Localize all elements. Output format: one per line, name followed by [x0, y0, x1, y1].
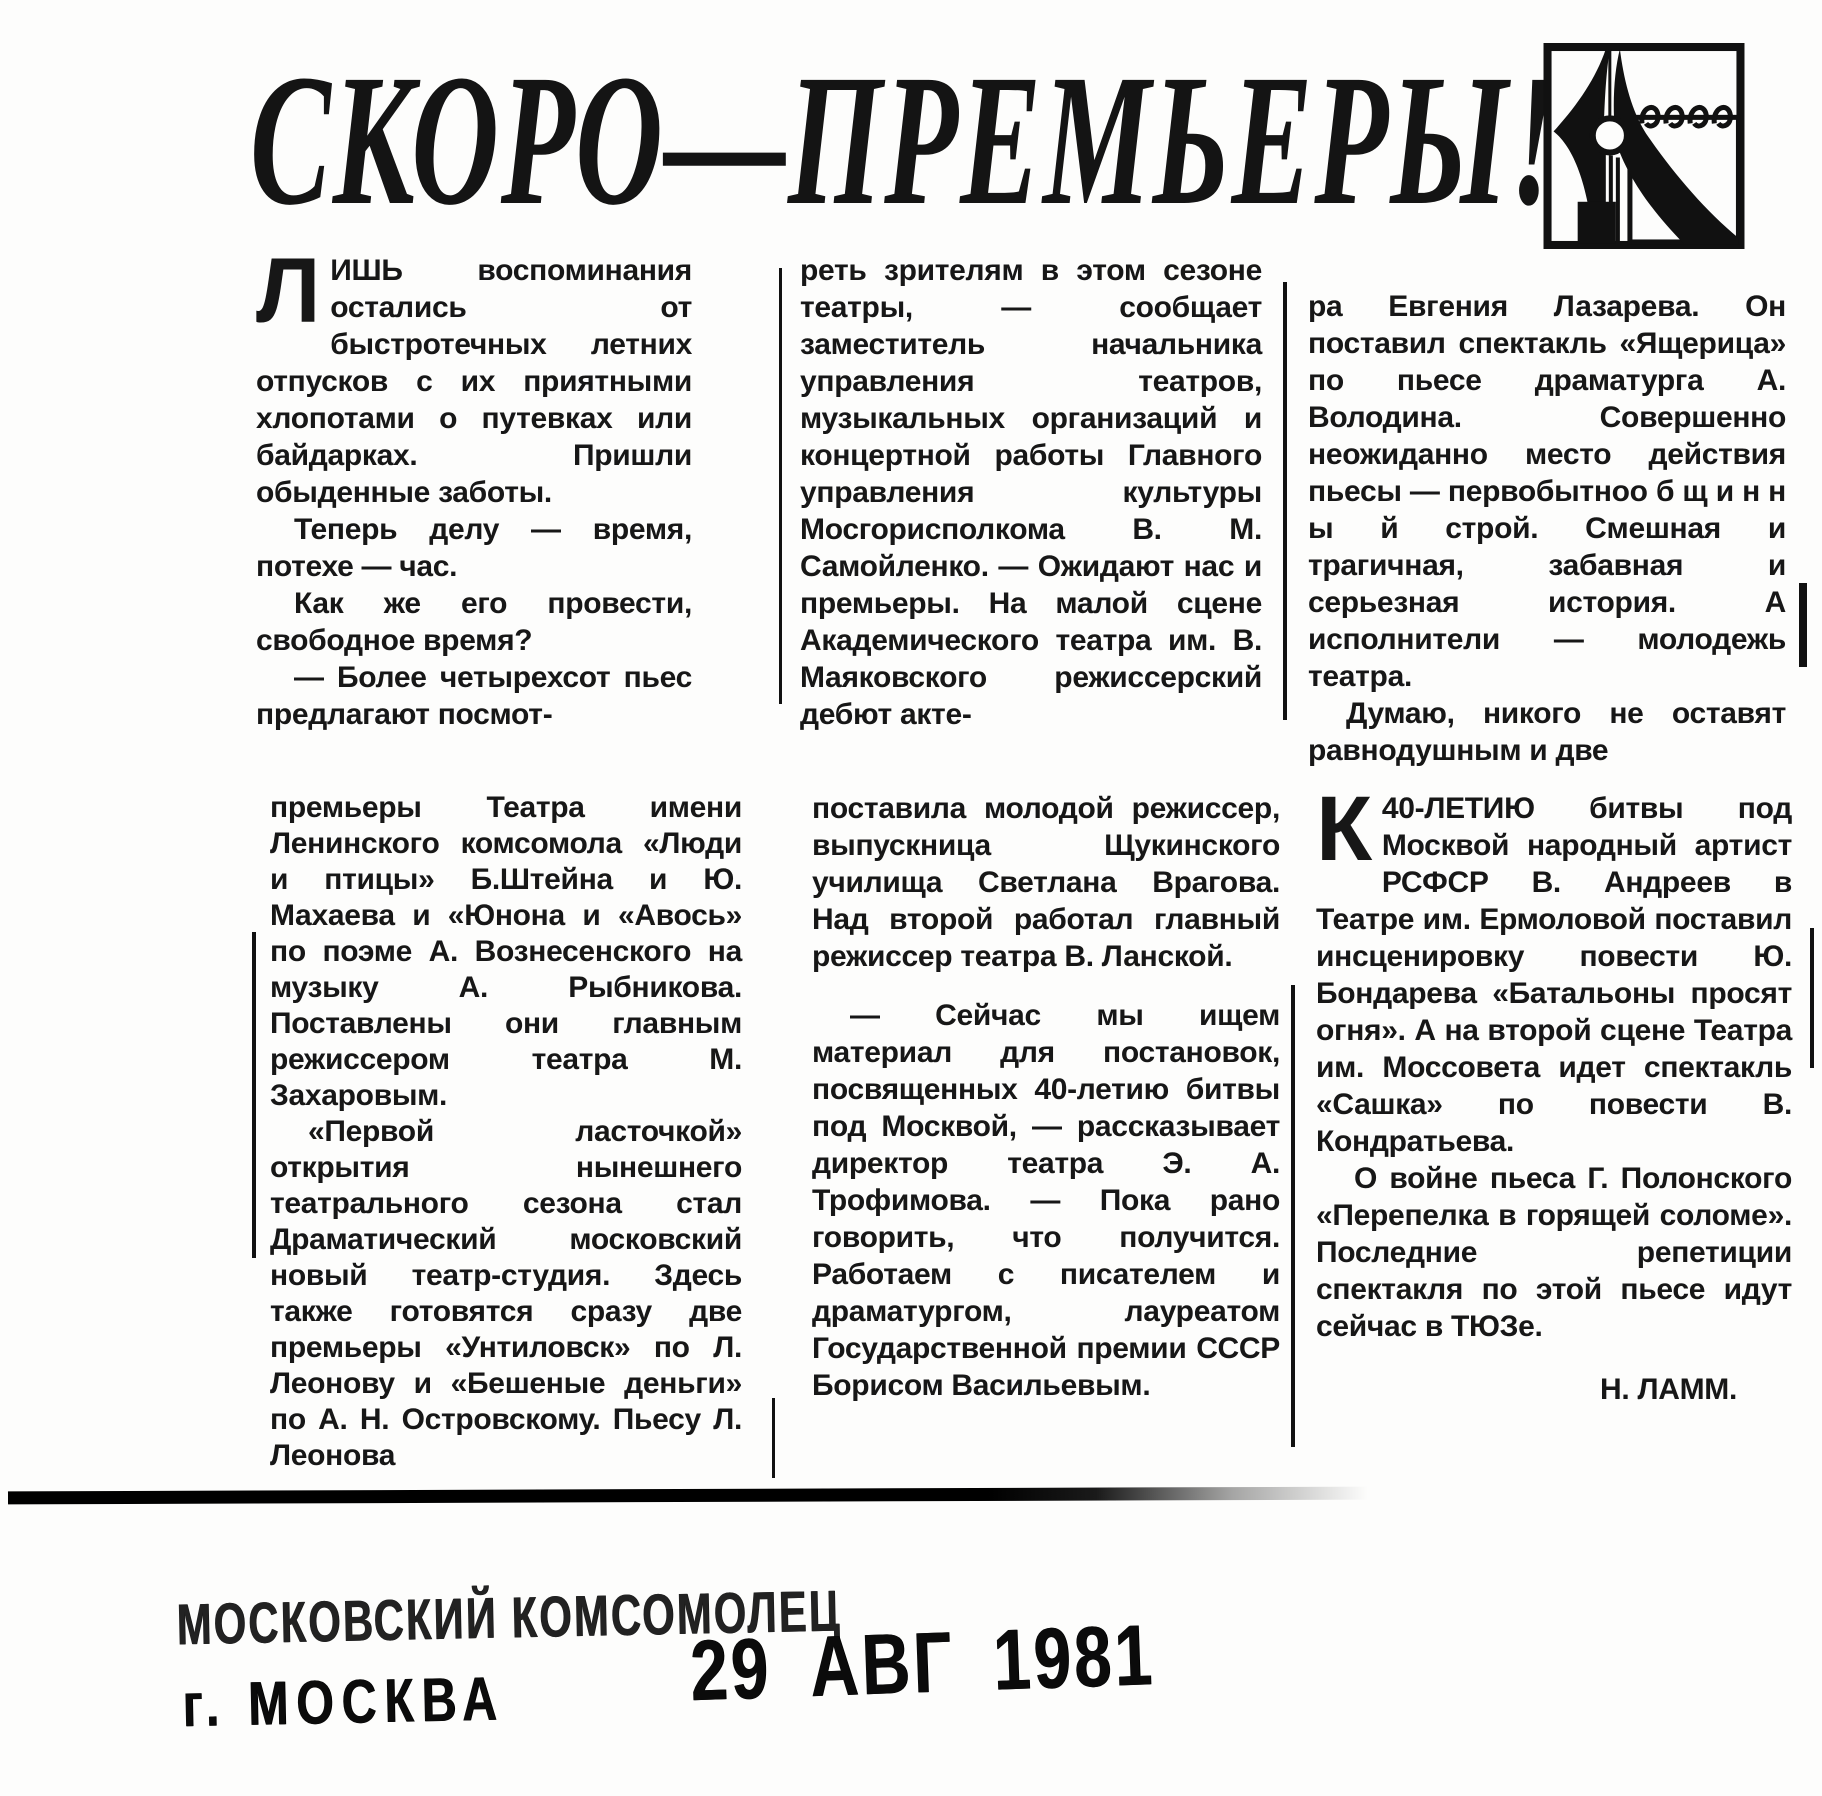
column-divider — [1283, 282, 1287, 720]
column-divider — [779, 268, 782, 704]
paragraph: Теперь делу — время, потехе — час. — [256, 513, 692, 583]
paragraph: О войне пьеса Г. Полонского «Перепелка в горящей соломе». Последние репетиции спектакля по этой пьесе идут сейчас в ТЮЗе. — [1316, 1162, 1792, 1343]
paragraph: реть зрителям в этом сезоне театры, — сообщает заместитель начальника управления театров, музыкальных организаций и концертной работы Главного управления культуры Мосгорисполкома В. М. Самойленко. — Ожидают нас и премьеры. На малой сцене Академического театра им. В. Маяковского режиссерский дебют акте- — [800, 254, 1262, 731]
publication-stamp-line1: МОСКОВСКИЙ КОМСОМОЛЕЦ — [175, 1578, 842, 1658]
dropcap-letter: Л — [256, 240, 321, 342]
pen-nib-icon — [1543, 43, 1745, 249]
paragraph-text: ИШЬ воспоминания остались от быстротечных летних отпусков с их приятными хлопотами о путевках или байдарках. Пришли обыденные заботы. — [256, 254, 692, 509]
bottom-rule — [8, 1487, 1368, 1505]
date-stamp-text: 29 АВГ 1981 — [688, 1607, 1157, 1720]
column-divider — [772, 1398, 775, 1478]
scan-artifact — [1810, 928, 1814, 1068]
article-block1-column2 — [800, 252, 1262, 733]
scan-artifact — [1799, 583, 1807, 667]
paragraph: поставила молодой режиссер, выпускница Щукинского училища Светлана Врагова. Над второй работал главный режиссер театра В. Ланской. — [812, 792, 1280, 973]
paragraph: Думаю, никого не оставят равнодушным и две — [1308, 697, 1786, 767]
author-signature: Н. ЛАММ. — [1600, 1373, 1737, 1406]
paragraph — [256, 240, 692, 511]
paragraph: «Первой ласточкой» открытия нынешнего театрального сезона стал Драматический московский новый театр-студия. Здесь также готовятся сразу две премьеры «Унтиловск» по Л. Леонову и «Бешеные деньги» по А. Н. Островскому. Пьесу Л. Леонова — [270, 1115, 742, 1472]
paragraph: премьеры Театра имени Ленинского комсомола «Люди и птицы» Б.Штейна и Ю. Махаева и «Юнона и «Авось» по поэме А. Вознесенского на музыку А. Рыбникова. Поставлены они главным режиссером театра М. Захаровым. — [270, 791, 742, 1112]
pen-and-notepad-logo — [1543, 43, 1745, 249]
column-divider — [1291, 985, 1295, 1447]
dropcap-letter: К — [1316, 778, 1372, 880]
column-divider — [252, 932, 256, 1258]
article-block1-column1 — [256, 240, 692, 733]
article-block2-column3 — [1316, 778, 1792, 1408]
paragraph-text: 40-ЛЕТИЮ битвы под Москвой народный артист РСФСР В. Андреев в Театре им. Ермоловой поставил инсценировку повести Ю. Бондарева «Батальоны просят огня». А на второй сцене Театра им. Моссовета идет спектакль «Сашка» по повести В. Кондратьева. — [1316, 792, 1792, 1158]
paragraph — [1316, 778, 1792, 1160]
date-stamp — [688, 1602, 1287, 1722]
paragraph: ра Евгения Лазарева. Он поставил спектакль «Ящерица» по пьесе драматурга А. Володина. Совершенно неожиданно место действия пьесы — первобытноо б щ и н н ы й строй. Смешная и трагичная, забавная и серьезная история. А исполнители — молодежь театра. — [1308, 290, 1786, 693]
article-block2-column1 — [270, 790, 742, 1474]
paragraph: — Более четырехсот пьес предлагают посмот- — [256, 661, 692, 731]
article-block1-column3 — [1308, 288, 1786, 769]
publication-stamp — [46, 1578, 842, 1744]
article-block2-column2 — [812, 790, 1280, 1404]
paragraph: Как же его провести, свободное время? — [256, 587, 692, 657]
headline-text: СКОРО—ПРЕМЬЕРЫ! — [250, 35, 1559, 244]
paragraph: — Сейчас мы ищем материал для постановок, посвященных 40-летию битвы под Москвой, — рассказывает директор театра Э. А. Трофимова. — Пока рано говорить, что получится. Работаем с писателем и драматургом, лауреатом Государственной премии СССР Борисом Васильевым. — [812, 999, 1280, 1402]
publication-stamp-line2: г. МОСКВА — [182, 1664, 506, 1741]
